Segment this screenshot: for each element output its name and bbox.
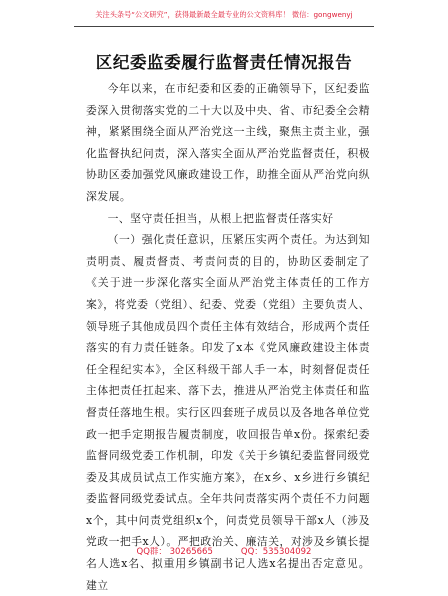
intro-paragraph: 今年以来，在市纪委和区委的正确领导下，区纪委监委深入贯彻落实党的二十大以及中央、省、市纪委全会精神，紧紧围绕全面从严治党这一主线，聚焦主责主业，强化监督执纪问责，深入落实全面从严治党监督责任，积极协助区委加强党风廉政建设工作，助推全面从严治党向纵深发展。 xyxy=(86,82,370,203)
body-paragraph: （一）强化责任意识，压紧压实两个责任。为达到知责明责、履责督责、考责问责的目的，协助区委制定了《关于进一步深化落实全面从严治党主体责任的工作方案》，将党委（党组）、纪委、党委（党组）主要负责人、领导班子其他成员四个责任主体有效结合，形成两个责任落实的有力责任链条。印发了x本《党风廉政建设主体责任全程纪实本》，全区科级干部人手一本，时刻督促责任主体把责任扛起来、落下去，推进从严治党主体责任和监督责任落地生根。实行区四套班子成员以及各地各单位党政一把手定期报告履责制度，收回报告单x份。探索纪委监督同级党委工作机制，印发《关于乡镇纪委监督同级党委及其成员试点工作实施方案》，在x乡、x乡进行乡镇纪委监督同级党委试点。全年共问责落实两个责任不力问题x个，其中问责党组织x个，问责党员领导干部x人（涉及党政一把手x人）。严把政治关、廉洁关，对涉及乡镇长提名人选x名、拟重用乡镇副书记人选x名提出否定意见。建立 xyxy=(86,233,370,592)
section-heading: 一、坚守责任担当，从根上把监督责任落实好 xyxy=(107,211,334,225)
footer-qq: QQ：535304092 xyxy=(240,547,312,557)
footer-contact xyxy=(0,545,448,557)
footer-qq-group: QQ群： 30265665 xyxy=(136,547,213,557)
document-body xyxy=(86,78,370,596)
header-divider xyxy=(74,26,374,27)
document-title: 区纪委监委履行监督责任情况报告 xyxy=(95,53,353,72)
header-promo-note: 关注头条号“公文研究”，获得最新最全最专业的公文资料库！ 微信：gongwenyj xyxy=(95,10,353,19)
